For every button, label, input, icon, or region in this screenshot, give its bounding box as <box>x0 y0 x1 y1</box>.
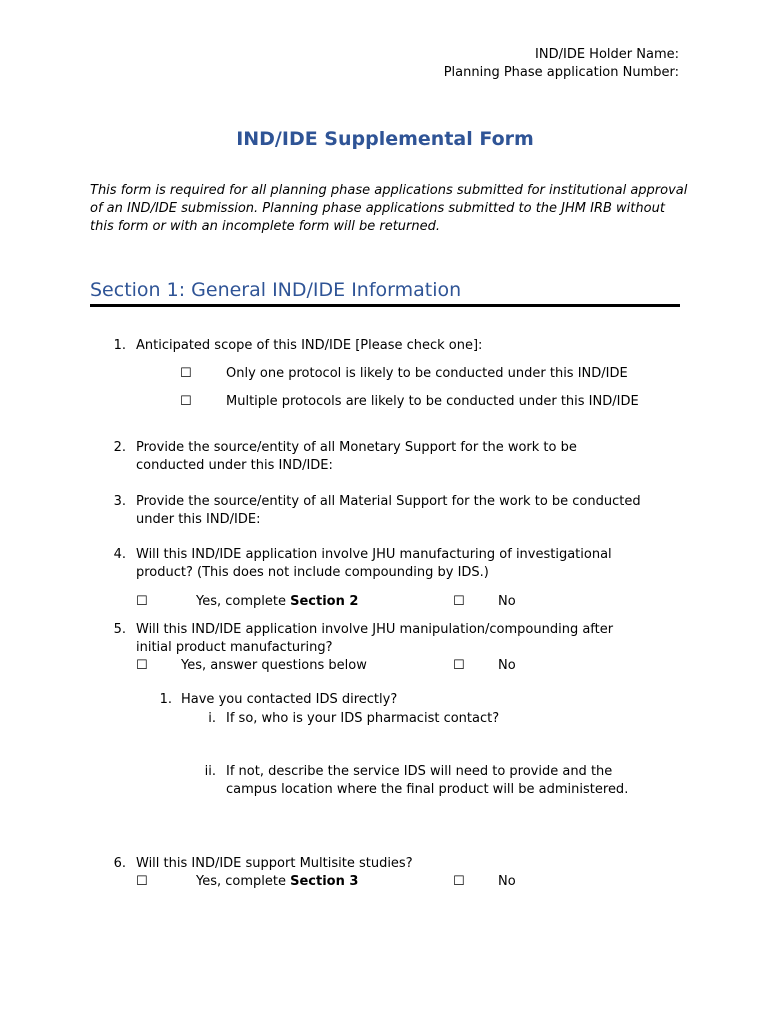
q1-opt2-label: Multiple protocols are likely to be conducted under this IND/IDE <box>226 394 639 409</box>
q5-sub1-i-text: If so, who is your IDS pharmacist contact? <box>226 711 500 726</box>
planning-phase-app-number-label: Planning Phase application Number: <box>443 65 679 80</box>
q3-text-line2: under this IND/IDE: <box>136 512 261 527</box>
q4-yes-label <box>196 593 358 611</box>
q5-sub1-i-number: i. <box>208 711 216 726</box>
q6-no-label: No <box>498 874 516 889</box>
q6-number: 6. <box>113 856 126 871</box>
q5-sub1-ii-line1: If not, describe the service IDS will need to provide and the <box>226 764 613 779</box>
q4-text-line2: product? (This does not include compounding by IDS.) <box>136 565 489 580</box>
q2-text-line2: conducted under this IND/IDE: <box>136 458 333 473</box>
intro-paragraph: This form is required for all planning phase applications submitted for institutional approval of an IND/IDE submission. Planning phase applications submitted to the JHM IRB without this form or with an incomplete form will be returned. <box>90 183 688 234</box>
q1-opt1-label: Only one protocol is likely to be conducted under this IND/IDE <box>226 366 628 381</box>
q5-yes-label: Yes, answer questions below <box>181 658 367 673</box>
q6-yes-checkbox[interactable]: ☐ <box>136 874 148 889</box>
q1-text: Anticipated scope of this IND/IDE [Please check one]: <box>136 338 483 353</box>
q5-yes-checkbox[interactable]: ☐ <box>136 658 148 673</box>
section-1-title: Section 1: General IND/IDE Information <box>90 279 462 301</box>
q5-sub1-number: 1. <box>159 692 172 707</box>
q3-number: 3. <box>113 494 126 509</box>
q4-yes-prefix: Yes, complete <box>196 594 291 609</box>
q4-text-line1: Will this IND/IDE application involve JHU manufacturing of investigational <box>136 547 612 562</box>
q6-no-checkbox[interactable]: ☐ <box>453 874 465 889</box>
ind-ide-holder-name-label: IND/IDE Holder Name: <box>535 47 679 62</box>
q1-number: 1. <box>113 338 126 353</box>
q5-sub1-text: Have you contacted IDS directly? <box>181 692 398 707</box>
q5-number: 5. <box>113 622 126 637</box>
q3-text-line1: Provide the source/entity of all Material Support for the work to be conducted <box>136 494 641 509</box>
q5-sub1-ii-line2: campus location where the final product will be administered. <box>226 782 629 797</box>
q4-yes-section-ref: Section 2 <box>290 594 359 609</box>
q2-text-line1: Provide the source/entity of all Monetary Support for the work to be <box>136 440 577 455</box>
q4-no-checkbox[interactable]: ☐ <box>453 594 465 609</box>
q4-yes-checkbox[interactable]: ☐ <box>136 594 148 609</box>
page-title: IND/IDE Supplemental Form <box>236 128 534 150</box>
q6-yes-label <box>196 873 358 891</box>
section-divider <box>90 304 680 307</box>
q6-yes-section-ref: Section 3 <box>290 874 359 889</box>
q4-number: 4. <box>113 547 126 562</box>
q5-sub1-ii-number: ii. <box>204 764 216 779</box>
q6-text: Will this IND/IDE support Multisite studies? <box>136 856 413 871</box>
q4-no-label: No <box>498 594 516 609</box>
q1-opt1-checkbox[interactable]: ☐ <box>180 366 192 381</box>
q5-no-checkbox[interactable]: ☐ <box>453 658 465 673</box>
q5-text-line2: initial product manufacturing? <box>136 640 333 655</box>
q5-text-line1: Will this IND/IDE application involve JHU manipulation/compounding after <box>136 622 614 637</box>
q5-no-label: No <box>498 658 516 673</box>
q2-number: 2. <box>113 440 126 455</box>
q1-opt2-checkbox[interactable]: ☐ <box>180 394 192 409</box>
q6-yes-prefix: Yes, complete <box>196 874 291 889</box>
